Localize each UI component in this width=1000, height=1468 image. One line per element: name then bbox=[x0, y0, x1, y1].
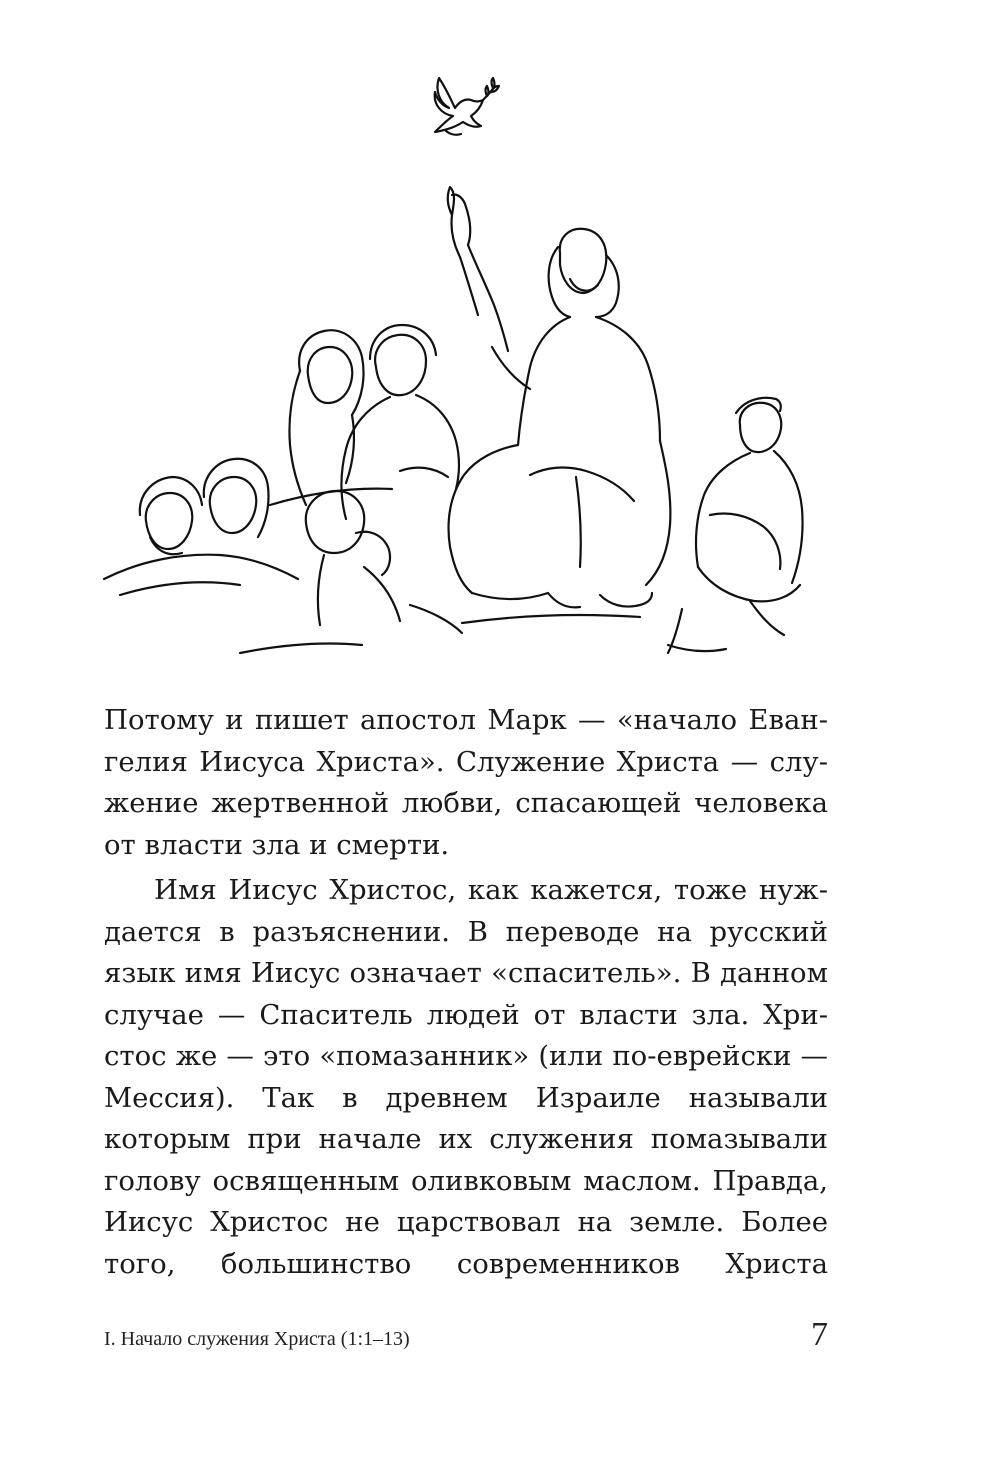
text-line: жение жертвенной любви, спасающей человека bbox=[104, 787, 828, 819]
text-line: Потому и пишет апостол Марк — «начало Еван- bbox=[104, 704, 828, 736]
text-line: стос же — это «помазанник» (или по-еврейски — bbox=[104, 1040, 828, 1072]
text-line: голову освященным оливковым маслом. Правда, bbox=[104, 1164, 828, 1197]
dove-with-olive-branch-icon bbox=[425, 70, 505, 150]
body-text bbox=[104, 700, 828, 1285]
text-line: язык имя Иисус означает «спаситель». В данном bbox=[104, 957, 828, 989]
text-line: Иисус Христос не царствовал на земле. Более bbox=[104, 1206, 828, 1238]
text-line: Мессия). Так в древнем Израиле называли bbox=[104, 1081, 828, 1114]
text-line: случае — Спаситель людей от власти зла. Хри- bbox=[104, 998, 828, 1031]
text-line: гелия Иисуса Христа». Служение Христа — слу- bbox=[104, 745, 828, 778]
text-line: дается в разъяснении. В переводе на русский bbox=[104, 915, 828, 948]
running-footer-section-title: I. Начало служения Христа (1:1–13) bbox=[104, 1328, 410, 1350]
text-line: того, большинство современников Христа bbox=[104, 1247, 828, 1280]
jesus-teaching-disciples-illustration bbox=[100, 175, 830, 680]
page-number: 7 bbox=[811, 1316, 828, 1353]
text-line: Имя Иисус Христос, как кажется, тоже нуж- bbox=[154, 874, 828, 906]
text-line: которым при начале их служения помазывали bbox=[104, 1123, 828, 1155]
text-line: от власти зла и смерти. bbox=[104, 828, 450, 861]
